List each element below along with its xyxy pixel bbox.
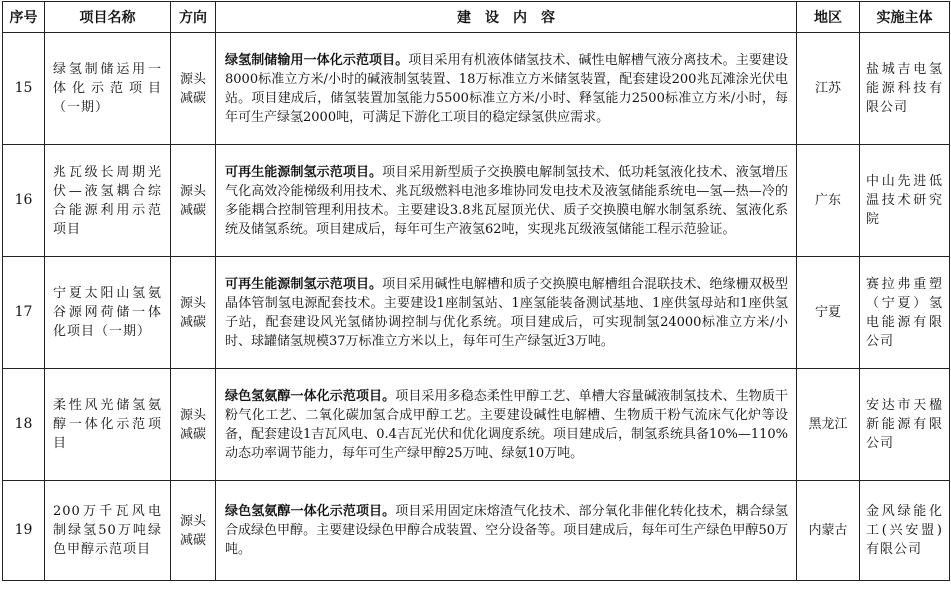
row-content	[216, 145, 797, 257]
row-entity: 中山先进低温技术研究院	[860, 145, 950, 257]
row-no: 16	[3, 145, 45, 257]
header-direction: 方向	[171, 2, 216, 33]
header-no: 序号	[3, 2, 45, 33]
content-lead: 绿色氢氨醇一体化示范项目。	[225, 504, 396, 519]
direction-line: 减碳	[179, 90, 206, 106]
row-content	[216, 33, 797, 145]
table-row	[3, 257, 950, 369]
content-body: 项目采用新型质子交换膜电解制氢技术、低功耗氢液化技术、液氢增压气化高效冷能梯级利用技术、兆瓦级燃料电池多堆协同发电技术及液氢储能系统电—氢—热—冷的多能耦合控制管理利用技术。主要建设3.8兆瓦屋顶光伏、质子交换膜电解水制氢系统、氢液化系统及储氢系统。项目建成后，每年可生产液氢62吨，实现兆瓦级液氢储能工程示范验证。	[225, 164, 788, 237]
project-table	[2, 1, 950, 581]
content-lead: 绿氢制储输用一体化示范项目。	[225, 52, 409, 68]
row-content	[216, 257, 797, 369]
row-region: 宁夏	[797, 257, 860, 369]
row-content	[216, 369, 797, 481]
row-project-name: 柔性风光储氢氨醇一体化示范项目	[45, 369, 171, 481]
row-content	[216, 481, 797, 581]
direction-line: 源头	[179, 71, 206, 87]
direction-line: 源头	[179, 513, 206, 529]
content-body: 项目采用多稳态柔性甲醇工艺、单槽大容量碱液制氢技术、生物质干粉气化工艺、二氧化碳加氢合成甲醇工艺。主要建设碱性电解槽、生物质干粉气流床气化炉等设备，配套建设1吉瓦风电、0.4吉瓦光伏和优化调度系统。项目建成后，制氢系统具备10%—110%动态功率调节能力，每年可生产绿甲醇25万吨、绿氨10万吨。	[225, 388, 789, 461]
header-content: 建 设 内 容	[216, 2, 797, 33]
row-entity: 金风绿能化工(兴安盟)有限公司	[860, 481, 950, 581]
content-body: 项目采用固定床熔渣气化技术、部分氧化非催化转化技术，耦合绿氢合成绿色甲醇。主要建设绿色甲醇合成装置、空分设备等。项目建成后，每年可生产绿色甲醇50万吨。	[225, 504, 788, 557]
row-region: 广东	[797, 145, 860, 257]
row-direction	[171, 369, 216, 481]
row-region: 黑龙江	[797, 369, 860, 481]
row-direction	[171, 257, 216, 369]
header-entity: 实施主体	[860, 2, 950, 33]
content-lead: 绿色氢氨醇一体化示范项目。	[225, 388, 396, 404]
row-direction	[171, 145, 216, 257]
row-no: 15	[3, 33, 45, 145]
row-project-name: 绿氢制储运用一体化示范项目（一期）	[45, 33, 171, 145]
table-row	[3, 369, 950, 481]
table-row	[3, 33, 950, 145]
row-entity: 赛拉弗重塑（宁夏）氢电能源有限公司	[860, 257, 950, 369]
row-entity: 安达市天楹新能源有限公司	[860, 369, 950, 481]
direction-line: 源头	[179, 295, 206, 311]
table-header-row	[3, 2, 950, 33]
table-row	[3, 481, 950, 581]
header-region: 地区	[797, 2, 860, 33]
row-project-name: 200万千瓦风电制绿氢50万吨绿色甲醇示范项目	[45, 481, 171, 581]
direction-line: 减碳	[179, 202, 206, 218]
direction-line: 减碳	[179, 426, 206, 442]
row-region: 江苏	[797, 33, 860, 145]
content-body: 项目采用有机液体储氢技术、碱性电解槽气液分离技术。主要建设8000标准立方米/小时的碱液制氢装置、18万标准立方米储氢装置，配套建设200兆瓦滩涂光伏电站。项目建成后，储氢装置加氢能力5500标准立方米/小时、释氢能力2500标准立方米/小时，每年可生产绿氢2000吨，可满足下游化工项目的稳定绿氢供应需求。	[225, 52, 788, 125]
row-direction	[171, 481, 216, 581]
row-direction	[171, 33, 216, 145]
table-row	[3, 145, 950, 257]
row-no: 19	[3, 481, 45, 581]
row-project-name: 兆瓦级长周期光伏—液氢耦合综合能源利用示范项目	[45, 145, 171, 257]
content-body: 项目采用碱性电解槽和质子交换膜电解槽组合混联技术、绝缘栅双极型晶体管制氢电源配套技术。主要建设1座制氢站、1座氢能装备测试基地、1座供氢母站和1座供氢子站，配套建设风光氢储协调控制与优化系统。项目建成后，可实现制氢24000标准立方米/小时、球罐储氢规模37万标准立方米以上，每年可生产绿氢近3万吨。	[225, 276, 788, 349]
row-region: 内蒙古	[797, 481, 860, 581]
content-lead: 可再生能源制氢示范项目。	[225, 276, 383, 292]
content-lead: 可再生能源制氢示范项目。	[225, 164, 383, 180]
header-project-name: 项目名称	[45, 2, 171, 33]
direction-line: 源头	[179, 183, 206, 199]
row-entity: 盐城吉电氢能源科技有限公司	[860, 33, 950, 145]
row-project-name: 宁夏太阳山氢氨谷源网荷储一体化项目（一期）	[45, 257, 171, 369]
direction-line: 减碳	[179, 532, 206, 548]
direction-line: 源头	[179, 407, 206, 423]
row-no: 18	[3, 369, 45, 481]
row-no: 17	[3, 257, 45, 369]
direction-line: 减碳	[179, 314, 206, 330]
